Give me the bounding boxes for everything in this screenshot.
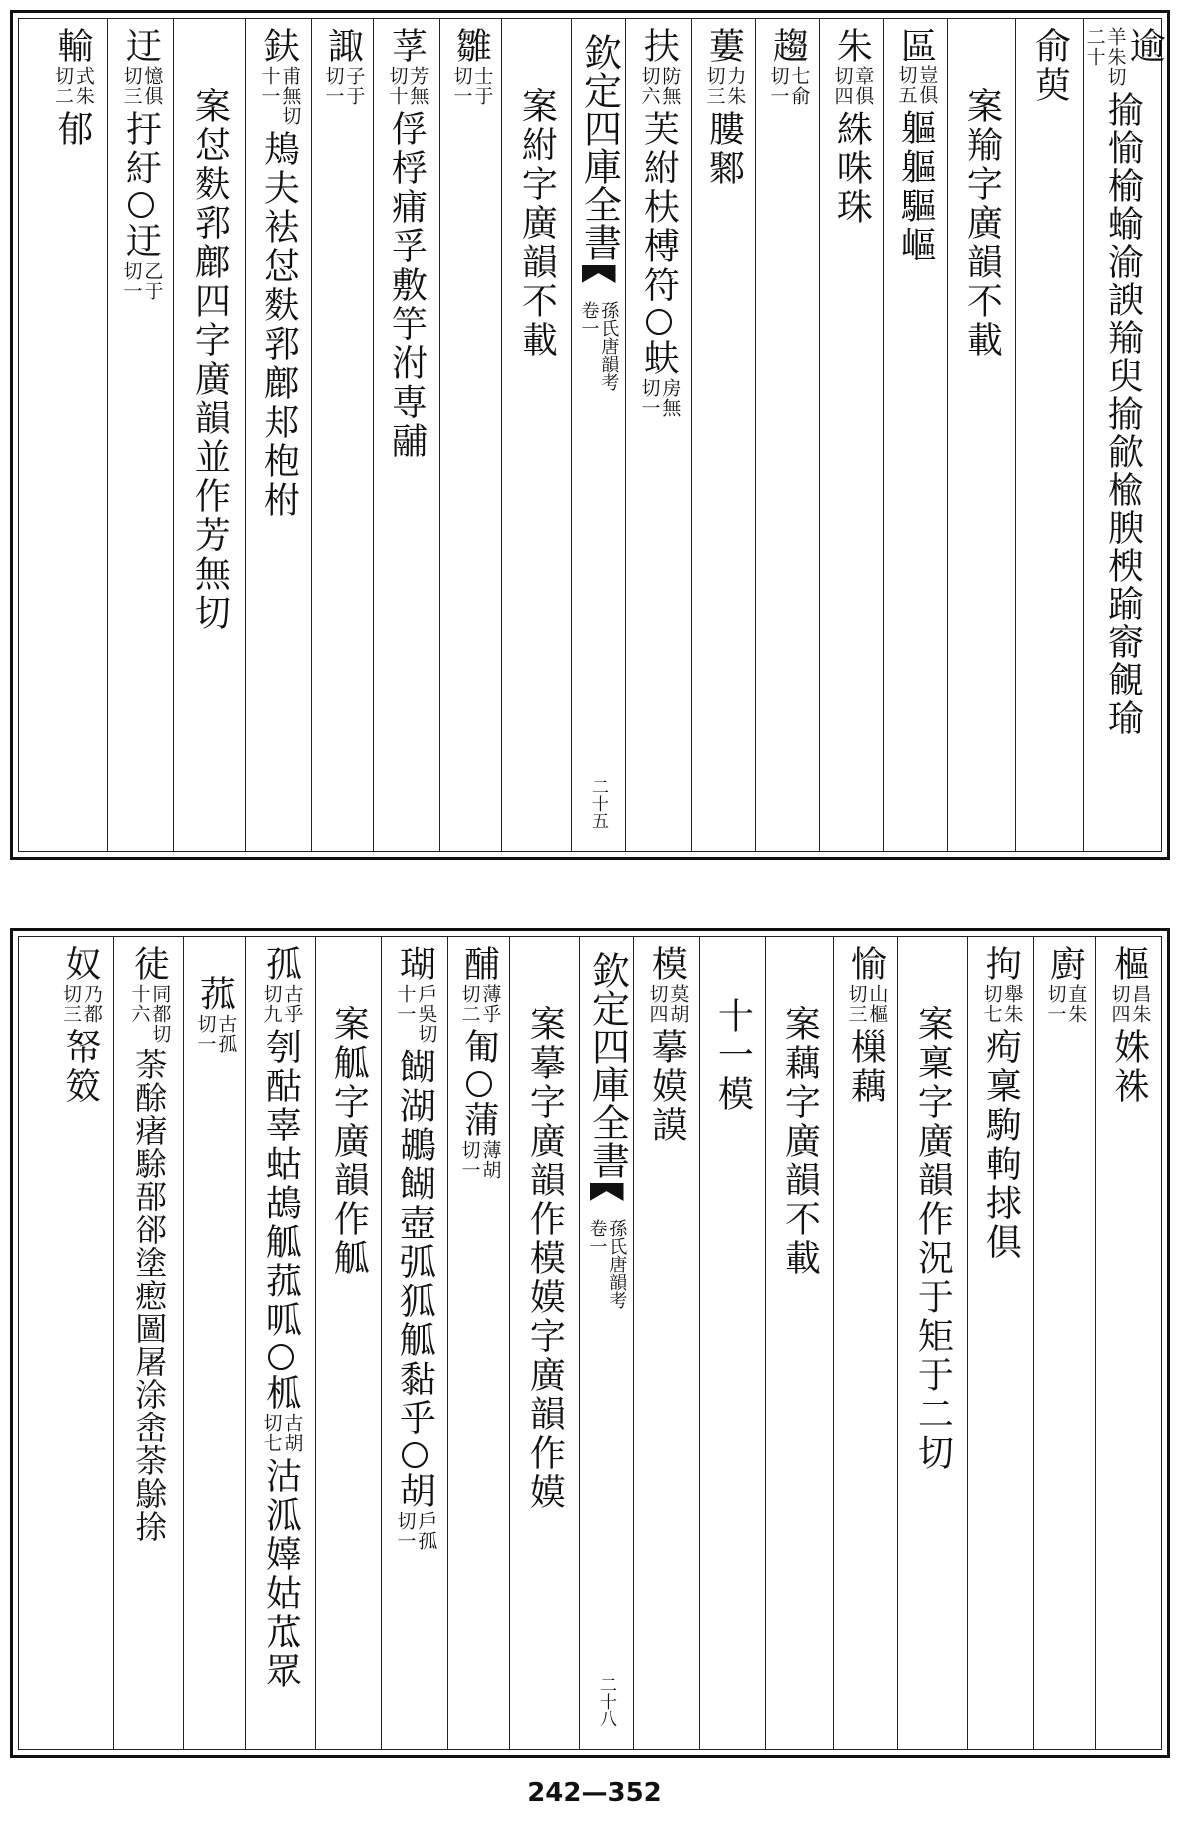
page-top (10, 10, 1170, 860)
head-character: 雛 (450, 27, 492, 66)
entry-text: 帑笯 (59, 1028, 101, 1106)
center-banner (579, 937, 633, 1749)
page-frame (18, 936, 1162, 1750)
head-character: 朱 (831, 27, 873, 66)
text-column (1015, 19, 1083, 851)
fanqie-note: 子于 切一 (322, 66, 366, 106)
fanqie-note: 山樞 切三 (845, 984, 889, 1024)
fanqie-note: 豈俱 切五 (895, 65, 939, 105)
text-column (755, 19, 819, 851)
head-character: 蔞 (703, 27, 745, 66)
banner-subtitle: 孫氏唐韻考 卷一 (578, 301, 620, 391)
head-character: 逾 (1124, 27, 1166, 63)
entry-head (1082, 27, 1164, 87)
page-frame (18, 18, 1166, 852)
note-text: 案觚字廣韻作觚 (328, 1005, 370, 1278)
head-character: 模 (646, 945, 688, 984)
text-column (819, 19, 883, 851)
banner-subtitle: 孫氏唐韻考 卷一 (586, 1219, 628, 1309)
head-character: 奴 (59, 945, 101, 984)
note-text: 案紨字廣韻不載 (516, 87, 558, 360)
folio-number: 二十五 (588, 778, 608, 829)
text-column (1033, 937, 1095, 1749)
note-column (947, 19, 1015, 851)
head-character: 孤 (260, 945, 302, 984)
text-column (1095, 937, 1161, 1749)
fanqie-note: 薄乎 切二 (458, 984, 502, 1024)
entry-text: 絑咮珠 (831, 110, 873, 227)
note-text: 案摹字廣韻作模嫫字廣韻作嫫 (524, 1005, 566, 1512)
fanqie-note: 舉朱 切七 (980, 984, 1024, 1024)
folio-number: 二十八 (596, 1676, 616, 1727)
circle-mark (128, 192, 154, 218)
page-number-footer: 242—352 (527, 1778, 662, 1808)
entry-text: 餬湖鶘餬壺弧狐觚黏乎 (394, 1048, 436, 1438)
fanqie-note: 章俱 切四 (831, 66, 875, 106)
text-column (381, 937, 447, 1749)
note-column (173, 19, 245, 851)
column-row (19, 937, 1161, 1749)
fanqie-note: 昌朱 切四 (1108, 984, 1152, 1024)
head-character: 廚 (1044, 945, 1086, 984)
circle-mark (268, 1344, 294, 1370)
circle-mark (402, 1442, 428, 1468)
head-character: 區 (895, 27, 937, 63)
head-character: 徒 (128, 945, 170, 984)
head-character: 愉 (845, 945, 887, 984)
text-column (883, 19, 947, 851)
entry-text: 揄愉榆蝓渝諛羭臾揄歈楡腴楰踰窬覦瑜 (1102, 91, 1144, 737)
fanqie-note: 士于 切一 (450, 66, 494, 106)
entry-text: 沽泒嫴姑苽眾 (260, 1457, 302, 1691)
text-column (47, 937, 113, 1749)
note-column (315, 937, 381, 1749)
text-column (37, 19, 107, 851)
note-text: 案怤麩郛鄜四字廣韻並作芳無切 (189, 87, 231, 633)
circle-mark (646, 309, 672, 335)
page-bottom (10, 928, 1170, 1758)
note-column (897, 937, 967, 1749)
text-column (439, 19, 501, 851)
note-text: 案稟字廣韻作況于矩于二切 (912, 1005, 954, 1473)
text-column (447, 937, 509, 1749)
entry-text: 摹嫫謨 (646, 1028, 688, 1145)
note-column (501, 19, 571, 851)
fanqie-note: 七俞 切一 (767, 66, 811, 106)
fishtail-mark (582, 265, 616, 283)
fanqie-note: 戶孤 切一 (394, 1511, 438, 1551)
fishtail-mark (590, 1183, 624, 1201)
entry-text: 痀稟駒軥捄俱 (980, 1028, 1022, 1262)
fanqie-note: 古胡 切七 (260, 1413, 304, 1453)
fanqie-note: 莫胡 切四 (646, 984, 690, 1024)
head-character: 莩 (386, 27, 428, 66)
rhyme-heading-column (699, 937, 765, 1749)
note-column (509, 937, 579, 1749)
text-column (183, 937, 245, 1749)
text-column (691, 19, 755, 851)
entry-text: 刳酤辜蛄鴣觚菰呱 (260, 1028, 302, 1340)
note-text: 案羭字廣韻不載 (961, 87, 1003, 360)
fanqie-note: 古乎 切九 (260, 984, 304, 1024)
fanqie-note: 同都切 十六 (128, 984, 172, 1044)
fanqie-note: 古孤 切一 (194, 1014, 238, 1054)
entry-text: 樔藕 (845, 1028, 887, 1106)
text-column (373, 19, 439, 851)
fanqie-note: 防無 切六 (638, 66, 682, 106)
text-column (1083, 19, 1166, 851)
head-character: 鈇 (258, 27, 300, 66)
entry-text: 膢鄹 (703, 110, 745, 188)
head-character: 瑚 (394, 945, 436, 984)
note-column (765, 937, 833, 1749)
center-banner (571, 19, 625, 851)
fanqie-note: 甫無切 十一 (258, 66, 302, 126)
entry-text: 姝袾 (1108, 1028, 1150, 1106)
fanqie-note: 戶吳切 十一 (394, 984, 438, 1044)
head-character: 拘 (980, 945, 1022, 984)
circle-mark (466, 1071, 492, 1097)
note-text: 案藕字廣韻不載 (779, 1005, 821, 1278)
fanqie-note: 直朱 切一 (1044, 984, 1088, 1024)
fanqie-note: 式朱 切二 (52, 66, 95, 106)
entry-text: 芙紨枎榑符 (638, 110, 680, 305)
head-character: 蒲 (458, 1101, 500, 1140)
text-column (967, 937, 1033, 1749)
head-character: 柧 (260, 1374, 302, 1413)
fanqie-note: 憶俱 切三 (120, 66, 164, 106)
entry-text: 軀軀驅嶇 (895, 109, 937, 265)
fanqie-note: 羊朱切 二十 (1083, 27, 1127, 87)
head-character: 菰 (194, 975, 236, 1014)
text-column (245, 19, 311, 851)
head-character: 輸 (51, 27, 93, 66)
fanqie-note: 乃都 切三 (60, 984, 103, 1024)
head-character: 趨 (767, 27, 809, 66)
head-character: 諏 (322, 27, 364, 66)
text-column (107, 19, 173, 851)
entry-text: 俘桴痡孚敷竽泭専鬴 (386, 110, 428, 461)
fanqie-note: 乙于 切一 (120, 261, 164, 301)
entry-text: 鳺夫袪怤麩郛鄜邞枹柎 (258, 130, 300, 520)
text-column (633, 937, 699, 1749)
fanqie-note: 薄胡 切一 (458, 1140, 502, 1180)
book-title: 欽定四庫全書 (585, 951, 630, 1179)
head-character: 樞 (1108, 945, 1150, 984)
column-row (19, 19, 1166, 851)
fanqie-note: 芳無 切十 (386, 66, 430, 106)
head-character: 蚨 (638, 339, 680, 378)
head-character: 酺 (458, 945, 500, 984)
entry-text: 荼酴瘏駼郚郤塗瘛圖屠涂峹荼鵌捈 (130, 1048, 169, 1543)
book-title: 欽定四庫全書 (577, 33, 622, 261)
fanqie-note: 房無 切一 (638, 378, 682, 418)
head-character: 扶 (638, 27, 680, 66)
text-column (311, 19, 373, 851)
rhyme-heading: 十一模 (712, 997, 754, 1114)
text-column (113, 937, 183, 1749)
head-character: 迂 (120, 222, 162, 261)
entry-text: 扜紆 (120, 110, 162, 188)
fanqie-note: 力朱 切三 (703, 66, 747, 106)
text-column (245, 937, 315, 1749)
entry-text: 俞萸 (1029, 27, 1071, 105)
head-character: 迂 (120, 27, 162, 66)
head-character: 胡 (394, 1472, 436, 1511)
entry-text: 匍 (458, 1028, 500, 1067)
text-column (833, 937, 897, 1749)
text-column (625, 19, 691, 851)
entry-text: 郁 (51, 110, 93, 149)
